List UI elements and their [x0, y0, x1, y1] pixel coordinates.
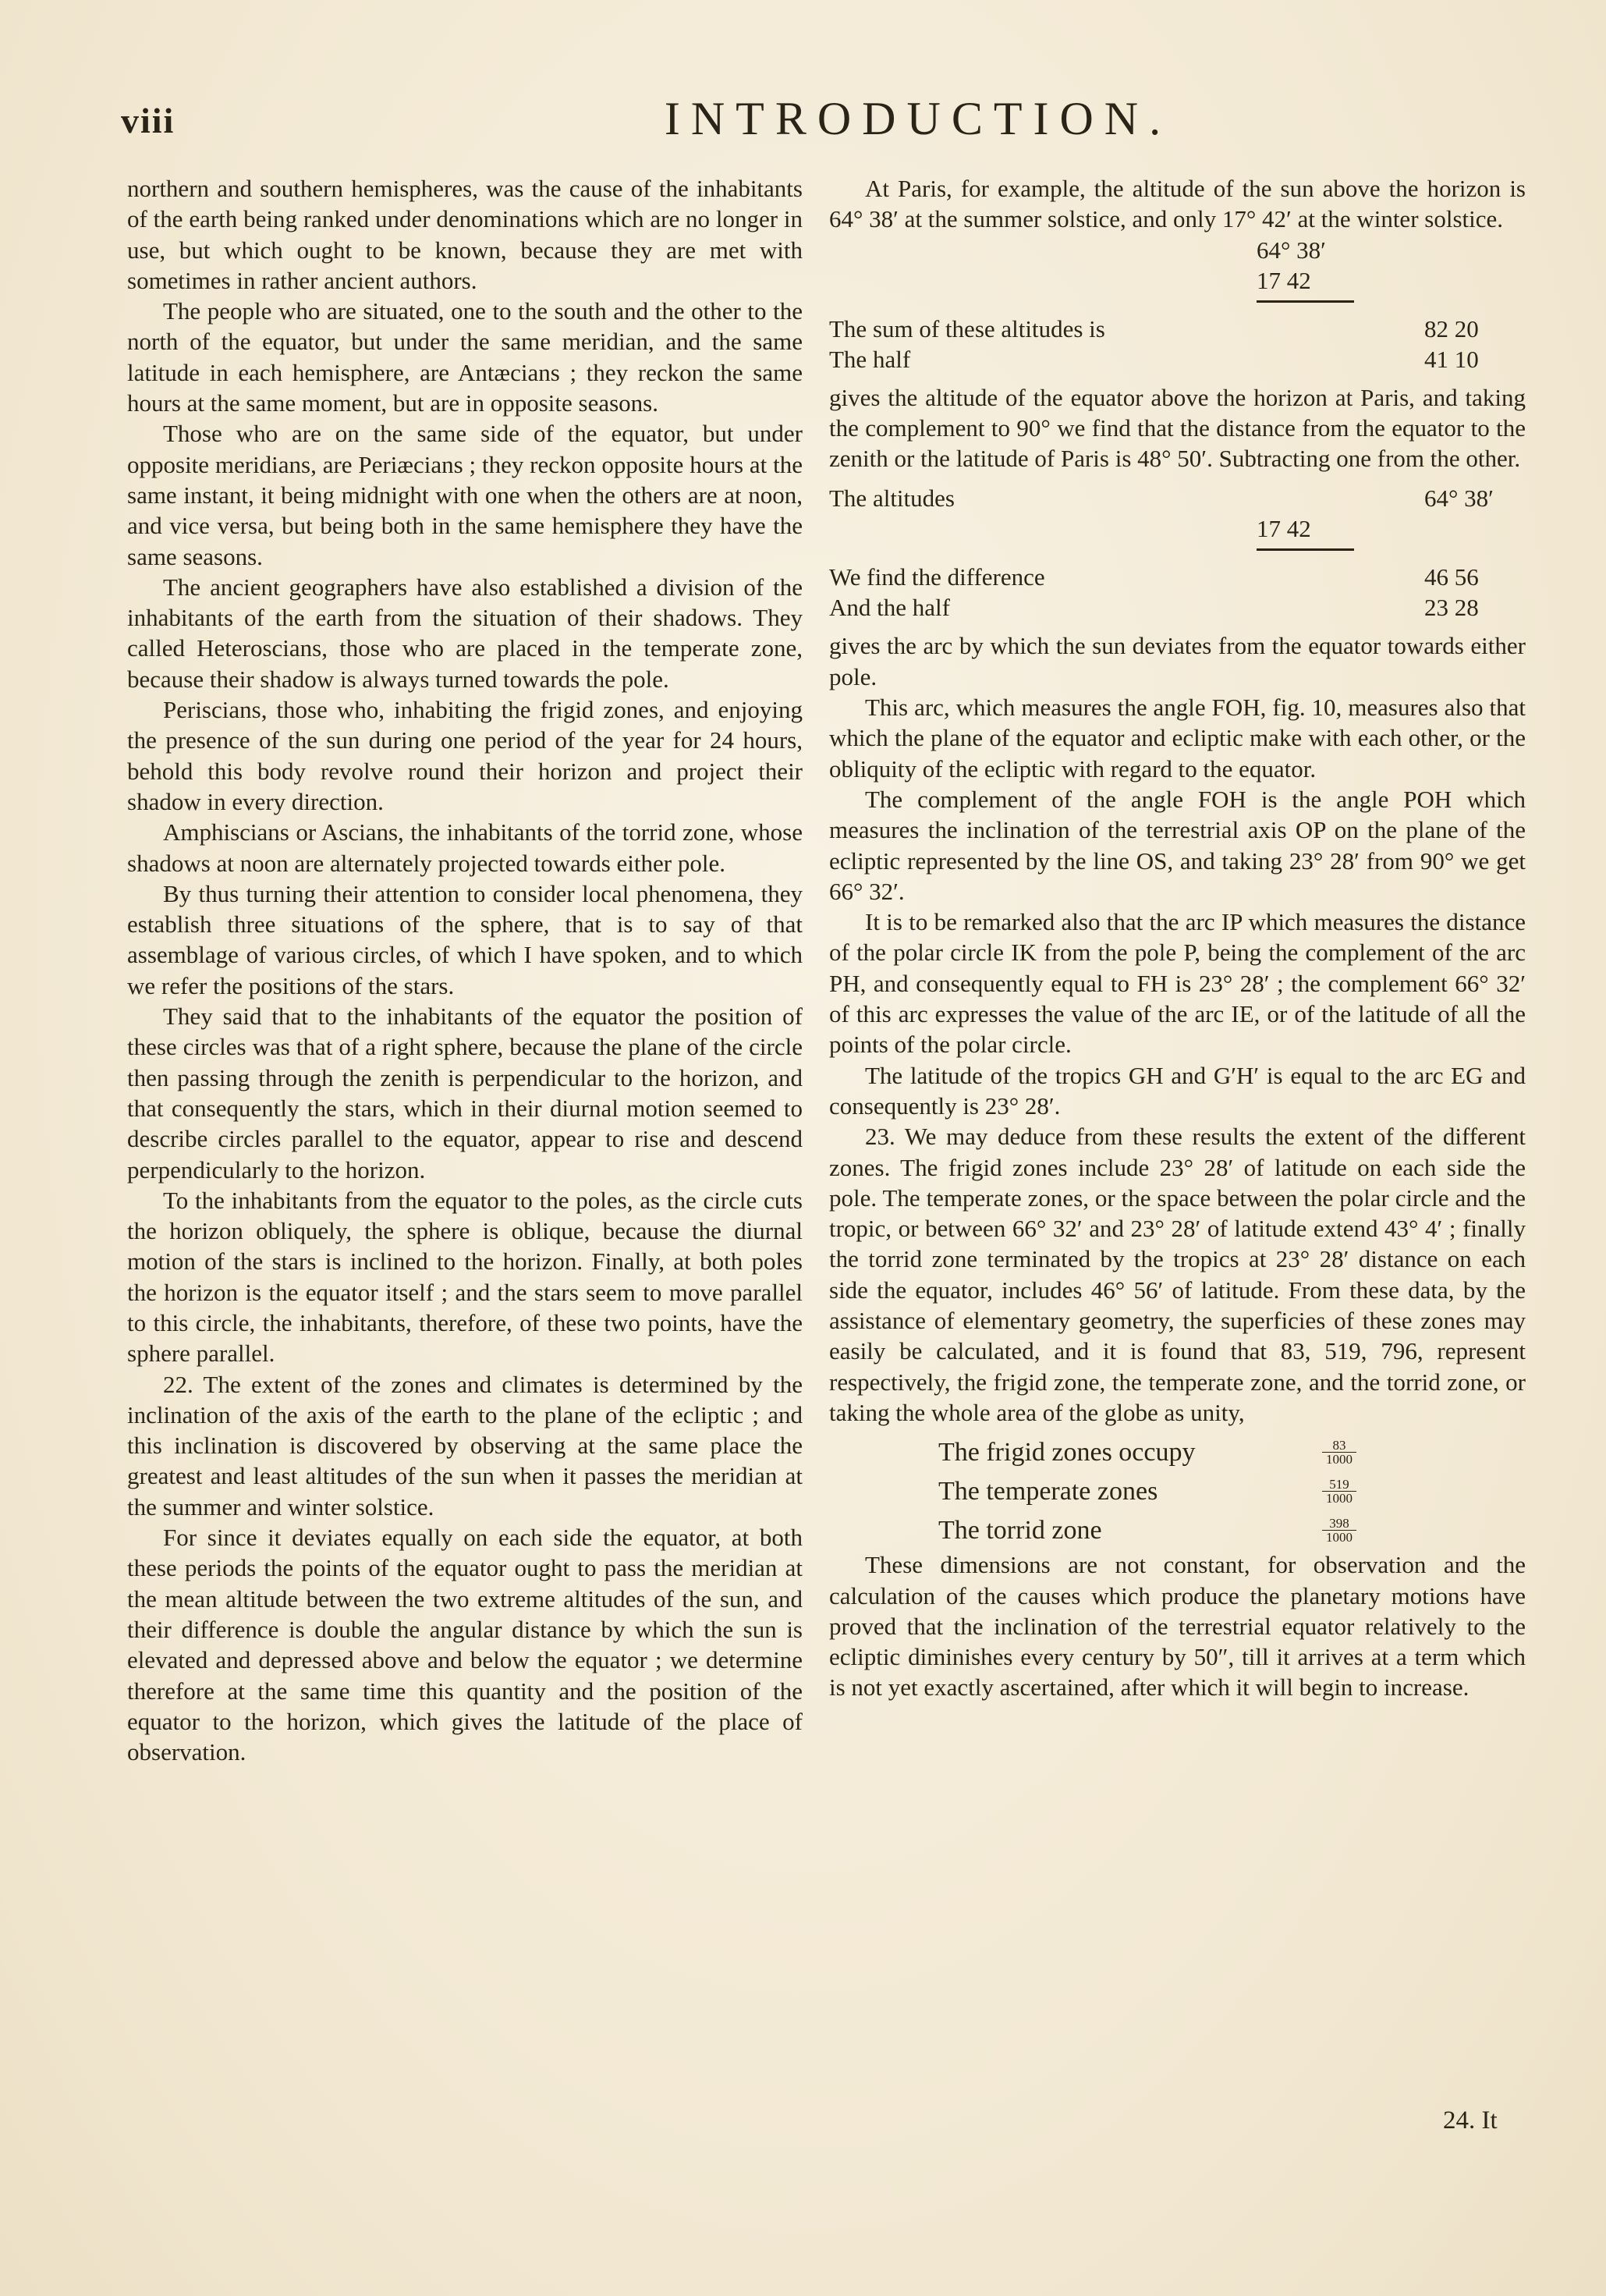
sum-rule	[1257, 300, 1354, 303]
paragraph: They said that to the inhabitants of the equator the position of these circles was that of a right sphere, because the plane of the circle then passing through the zenith is perpendicular to the horizon, and that consequently the stars, which in their diurnal motion seemed to describe circles parallel to the equator, appear to rise and descend perpendicularly to the horizon.	[127, 1003, 803, 1183]
altitude-figures	[1257, 235, 1366, 296]
paragraph: northern and southern hemispheres, was the cause of the inhabitants of the earth being ranked under denominations which are no longer in use, but which ought to be known, because they are met with sometimes in rather ancient authors.	[127, 175, 803, 294]
row-value: 82 20	[1424, 314, 1479, 342]
row-value: 41 10	[1424, 345, 1479, 373]
row-label: And the half	[829, 594, 950, 622]
paragraph: The latitude of the tropics GH and G′H′ is equal to the arc EG and consequently is 23° 28′.	[829, 1061, 1526, 1120]
paragraph: At Paris, for example, the altitude of the sun above the horizon is 64° 38′ at the summer solstice, and only 17° 42′ at the winter solstice.	[829, 175, 1526, 233]
difference-row	[829, 562, 1526, 592]
row-label: We find the difference	[829, 563, 1045, 591]
fraction-denominator: 1000	[1326, 1490, 1353, 1506]
paragraph: The ancient geographers have also established a division of the inhabitants of the earth from the situation of their shadows. They called Heteroscians, those who are placed in the temperate zone, because their shadow is always turned towards the pole.	[127, 573, 803, 693]
row-label: The altitudes	[829, 484, 955, 513]
fraction-numerator: 519	[1329, 1476, 1349, 1492]
paragraph: These dimensions are not constant, for observation and the calculation of the causes which produce the planetary motions have proved that the inclination of the terrestrial equator relatively to the ecliptic diminishes every century by 50″, till it arrives at a term which is not yet exactly ascertained, after which it will begin to increase.	[829, 1551, 1526, 1702]
row-label: The half	[829, 345, 911, 373]
paragraph: It is to be remarked also that the arc IP which measures the distance of the polar circle IK from the pole P, being the complement of the arc PH, and consequently equal to FH is 23° 28′ ; the complement 66° 32′ of this arc expresses the value of the arc IE, or of the latitude of all the points of the polar circle.	[829, 908, 1526, 1059]
fraction-numerator: 83	[1332, 1437, 1346, 1453]
sum-row	[829, 314, 1526, 344]
right-column	[829, 173, 1526, 1703]
zone-label: The frigid zones occupy	[938, 1437, 1196, 1467]
fraction-denominator: 1000	[1326, 1529, 1353, 1545]
row-value: 64° 38′	[1424, 484, 1494, 513]
zone-row	[938, 1510, 1526, 1549]
difference-rule	[1257, 548, 1354, 551]
row-value: 23 28	[1424, 594, 1479, 622]
zone-row	[938, 1471, 1526, 1510]
paragraph: For since it deviates equally on each side the equator, at both these periods the points of the equator ought to pass the meridian at the mean altitude between the two extreme altitudes of the sun, and their difference is double the angular distance by which the sun is elevated and depressed above and below the equator ; we determine therefore at the same time this quantity and the position of the equator to the horizon, which gives the latitude of the place of observation.	[127, 1524, 803, 1766]
catchword: 24. It	[1443, 2106, 1498, 2135]
fraction-denominator: 1000	[1326, 1451, 1353, 1467]
zone-label: The torrid zone	[938, 1515, 1102, 1545]
paragraph: Amphiscians or Ascians, the inhabitants of the torrid zone, whose shadows at noon are alternately projected towards either pole.	[127, 818, 803, 877]
altitudes-row	[829, 483, 1526, 513]
page-number: viii	[121, 101, 175, 140]
row-value: 46 56	[1424, 563, 1479, 591]
paragraph: gives the arc by which the sun deviates from the equator towards either pole.	[829, 632, 1526, 690]
paragraph: To the inhabitants from the equator to the poles, as the circle cuts the horizon obliquely, the sphere is oblique, because the diurnal motion of the stars is inclined to the horizon. Finally, at both poles the horizon is the equator itself ; and the stars seem to move parallel to this circle, the inhabitants, therefore, of these two points, have the sphere parallel.	[127, 1186, 803, 1368]
zone-fraction	[1322, 1478, 1356, 1505]
zone-label: The temperate zones	[938, 1476, 1158, 1506]
figure-value: 17 42	[1257, 515, 1311, 543]
altitude-figures	[1257, 513, 1366, 544]
fraction-numerator: 398	[1329, 1515, 1349, 1531]
page-header	[121, 92, 1536, 154]
paragraph: 23. We may deduce from these results the extent of the different zones. The frigid zones include 23° 28′ of latitude on each side the pole. The temperate zones, or the space between the polar circle and the tropic, or between 66° 32′ and 23° 28′ of latitude extend 43° 4′ ; finally the torrid zone terminated by the tropics at 23° 28′ distance on each side the equator, includes 46° 56′ of latitude. From these data, by the assistance of elementary geometry, the superficies of these zones may easily be calculated, and it is found that 83, 519, 796, represent respectively, the frigid zone, the temperate zone, and the torrid zone, or taking the whole area of the globe as unity,	[829, 1123, 1526, 1426]
figure-value: 17 42	[1257, 266, 1311, 294]
paragraph: 22. The extent of the zones and climates is determined by the inclination of the axis of the earth to the plane of the ecliptic ; and this inclination is discovered by observing at the same place the greatest and least altitudes of the sun when it passes the meridian at the summer and winter solstice.	[127, 1370, 803, 1521]
running-title: INTRODUCTION.	[664, 93, 1172, 144]
paragraph: Those who are on the same side of the equator, but under opposite meridians, are Periæcians ; they reckon opposite hours at the same instant, it being midnight with one when the others are at noon, and vice versa, but being both in the same hemisphere they have the same seasons.	[127, 420, 803, 570]
paragraph: Periscians, those who, inhabiting the frigid zones, and enjoying the presence of the sun during one period of the year for 24 hours, behold this body revolve round their horizon and project their shadow in every direction.	[127, 696, 803, 815]
row-label: The sum of these altitudes is	[829, 314, 1105, 342]
zone-fraction	[1322, 1517, 1356, 1544]
half-row	[829, 344, 1526, 374]
half-row	[829, 592, 1526, 623]
figure-value: 64° 38′	[1257, 236, 1326, 264]
zone-row	[938, 1432, 1526, 1471]
left-column	[127, 173, 803, 1767]
paragraph: The complement of the angle FOH is the angle POH which measures the inclination of the terrestrial axis OP on the plane of the ecliptic represented by the line OS, and taking 23° 28′ from 90° we get 66° 32′.	[829, 785, 1526, 905]
paragraph: This arc, which measures the angle FOH, fig. 10, measures also that which the plane of the equator and ecliptic make with each other, or the obliquity of the ecliptic with regard to the equator.	[829, 694, 1526, 782]
paragraph: By thus turning their attention to consider local phenomena, they establish three situations of the sphere, that is to say of that assemblage of various circles, of which I have spoken, and to which we refer the positions of the stars.	[127, 879, 803, 999]
paragraph: gives the altitude of the equator above the horizon at Paris, and taking the complement to 90° we find that the distance from the equator to the zenith or the latitude of Paris is 48° 50′. Subtracting one from the other.	[829, 383, 1526, 473]
zones-table	[938, 1432, 1526, 1549]
zone-fraction	[1322, 1439, 1356, 1466]
paragraph: The people who are situated, one to the south and the other to the north of the equator, but under the same meridian, and the same latitude in each hemisphere, are Antæcians ; they reckon the same hours at the same moment, but are in opposite seasons.	[127, 297, 803, 417]
